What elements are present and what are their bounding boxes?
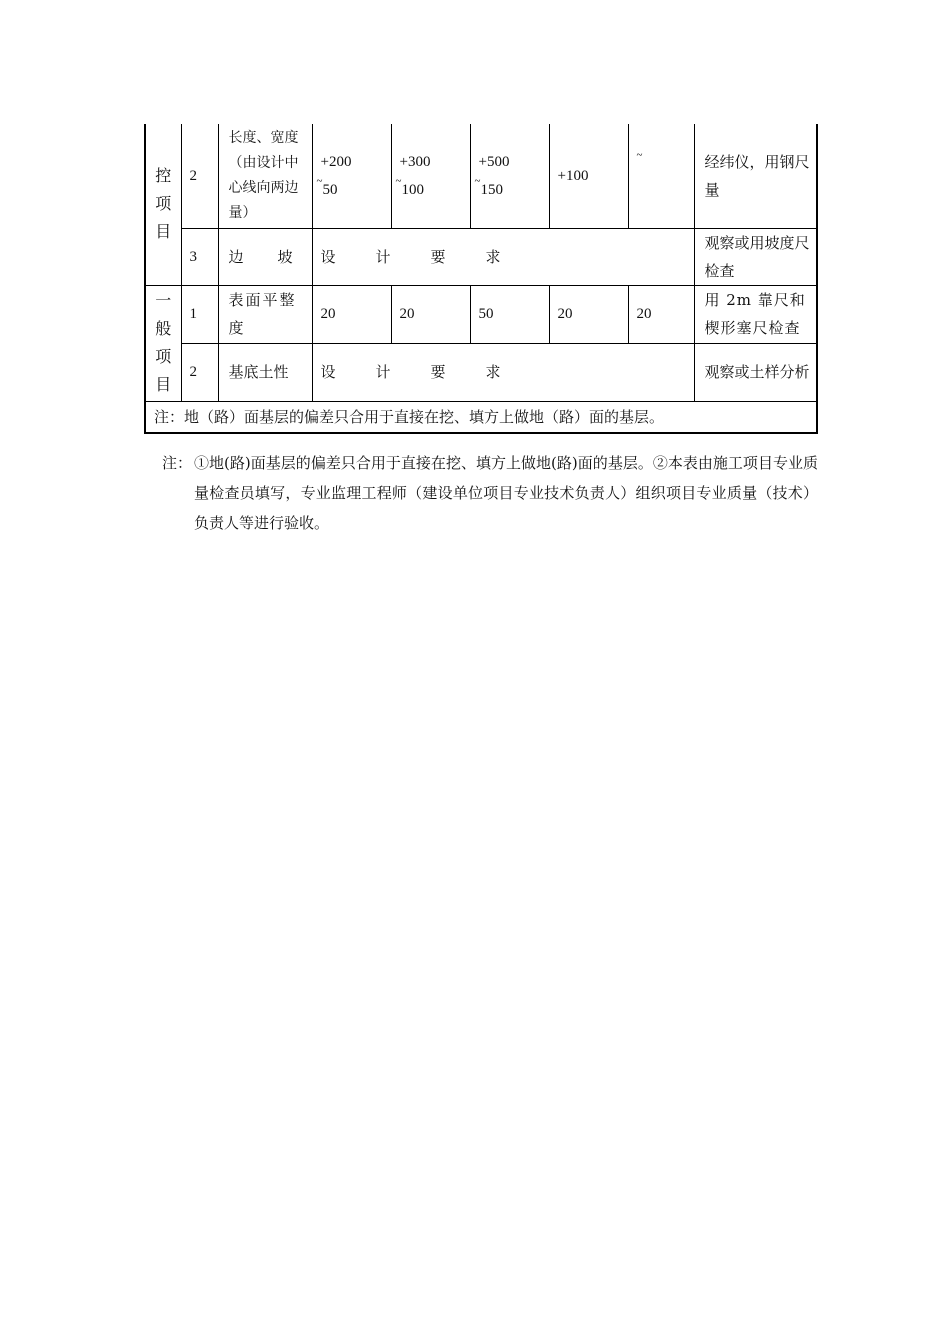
requirement-char: 计	[375, 363, 391, 381]
value-upper: +500	[478, 153, 510, 170]
item-line: （由设计中	[228, 154, 299, 171]
item-line: 量）	[228, 204, 257, 221]
requirement-char: 要	[430, 363, 446, 381]
category-char: 般	[155, 319, 172, 338]
category-char: 控	[155, 166, 172, 186]
item-line: 长度、宽度	[228, 129, 299, 146]
requirement-char: 计	[375, 247, 391, 266]
footnote	[162, 448, 818, 538]
category-char: 项	[155, 194, 172, 214]
inspection-method: 观察或土样分析	[694, 343, 817, 401]
table-row	[145, 285, 817, 343]
category-char: 目	[155, 375, 172, 394]
table-row	[145, 124, 817, 228]
requirement-char: 要	[430, 247, 446, 266]
item-name	[218, 228, 312, 285]
requirement-char: 求	[485, 247, 501, 266]
row-number: 2	[181, 343, 218, 401]
item-name	[218, 124, 312, 228]
table-note: 注：地（路）面基层的偏差只合用于直接在挖、填方上做地（路）面的基层。	[145, 401, 817, 433]
category-general	[145, 285, 181, 401]
tilde-mark: ~	[474, 174, 481, 187]
tilde-mark: ~	[395, 174, 402, 187]
inspection-method: 用 2m 靠尺和楔形塞尺检查	[694, 285, 817, 343]
category-char: 项	[155, 347, 172, 366]
row-number: 1	[181, 285, 218, 343]
footnote-text: ①地(路)面基层的偏差只合用于直接在挖、填方上做地(路)面的基层。②本表由施工项目专业质量检查员填写，专业监理工程师（建设单位项目专业技术负责人）组织项目专业质量（技术）负责人等进行验收。	[194, 454, 818, 532]
item-char: 边	[228, 247, 244, 266]
value-cell	[391, 124, 470, 228]
requirement-char: 设	[320, 363, 336, 381]
table-row	[145, 343, 817, 401]
inspection-method: 观察或用坡度尺检查	[694, 228, 817, 285]
value-cell	[312, 124, 391, 228]
requirement-cell	[312, 228, 694, 285]
value-lower: 50	[322, 181, 338, 198]
value-lower: 100	[401, 181, 424, 198]
footnote-label: 注：	[162, 454, 193, 472]
inspection-method: 经纬仪，用钢尺量	[694, 124, 817, 228]
table-row	[145, 228, 817, 285]
requirement-char: 设	[320, 247, 336, 266]
category-char: 目	[155, 222, 172, 242]
row-number: 3	[181, 228, 218, 285]
item-name: 基底土性	[218, 343, 312, 401]
value-cell	[628, 124, 694, 228]
item-name: 表面平整度	[218, 285, 312, 343]
value-cell: 20	[628, 285, 694, 343]
value-cell: 20	[391, 285, 470, 343]
category-char: 一	[155, 291, 172, 310]
item-line: 心线向两边	[228, 179, 299, 196]
tilde-mark: ~	[316, 174, 323, 187]
value-cell: 50	[470, 285, 549, 343]
value-upper: +100	[557, 167, 589, 184]
row-number: 2	[181, 124, 218, 228]
value-upper: +300	[399, 153, 431, 170]
value-cell	[549, 124, 628, 228]
inspection-table	[144, 124, 818, 434]
requirement-char: 求	[485, 363, 501, 381]
value-lower: 150	[480, 181, 503, 198]
value-cell: 20	[312, 285, 391, 343]
value-cell	[470, 124, 549, 228]
category-main-control	[145, 124, 181, 285]
table-row	[145, 401, 817, 433]
value-upper: +200	[320, 153, 352, 170]
item-char: 坡	[277, 247, 293, 266]
requirement-cell	[312, 343, 694, 401]
value-cell: 20	[549, 285, 628, 343]
tilde-mark: ~	[636, 149, 643, 161]
